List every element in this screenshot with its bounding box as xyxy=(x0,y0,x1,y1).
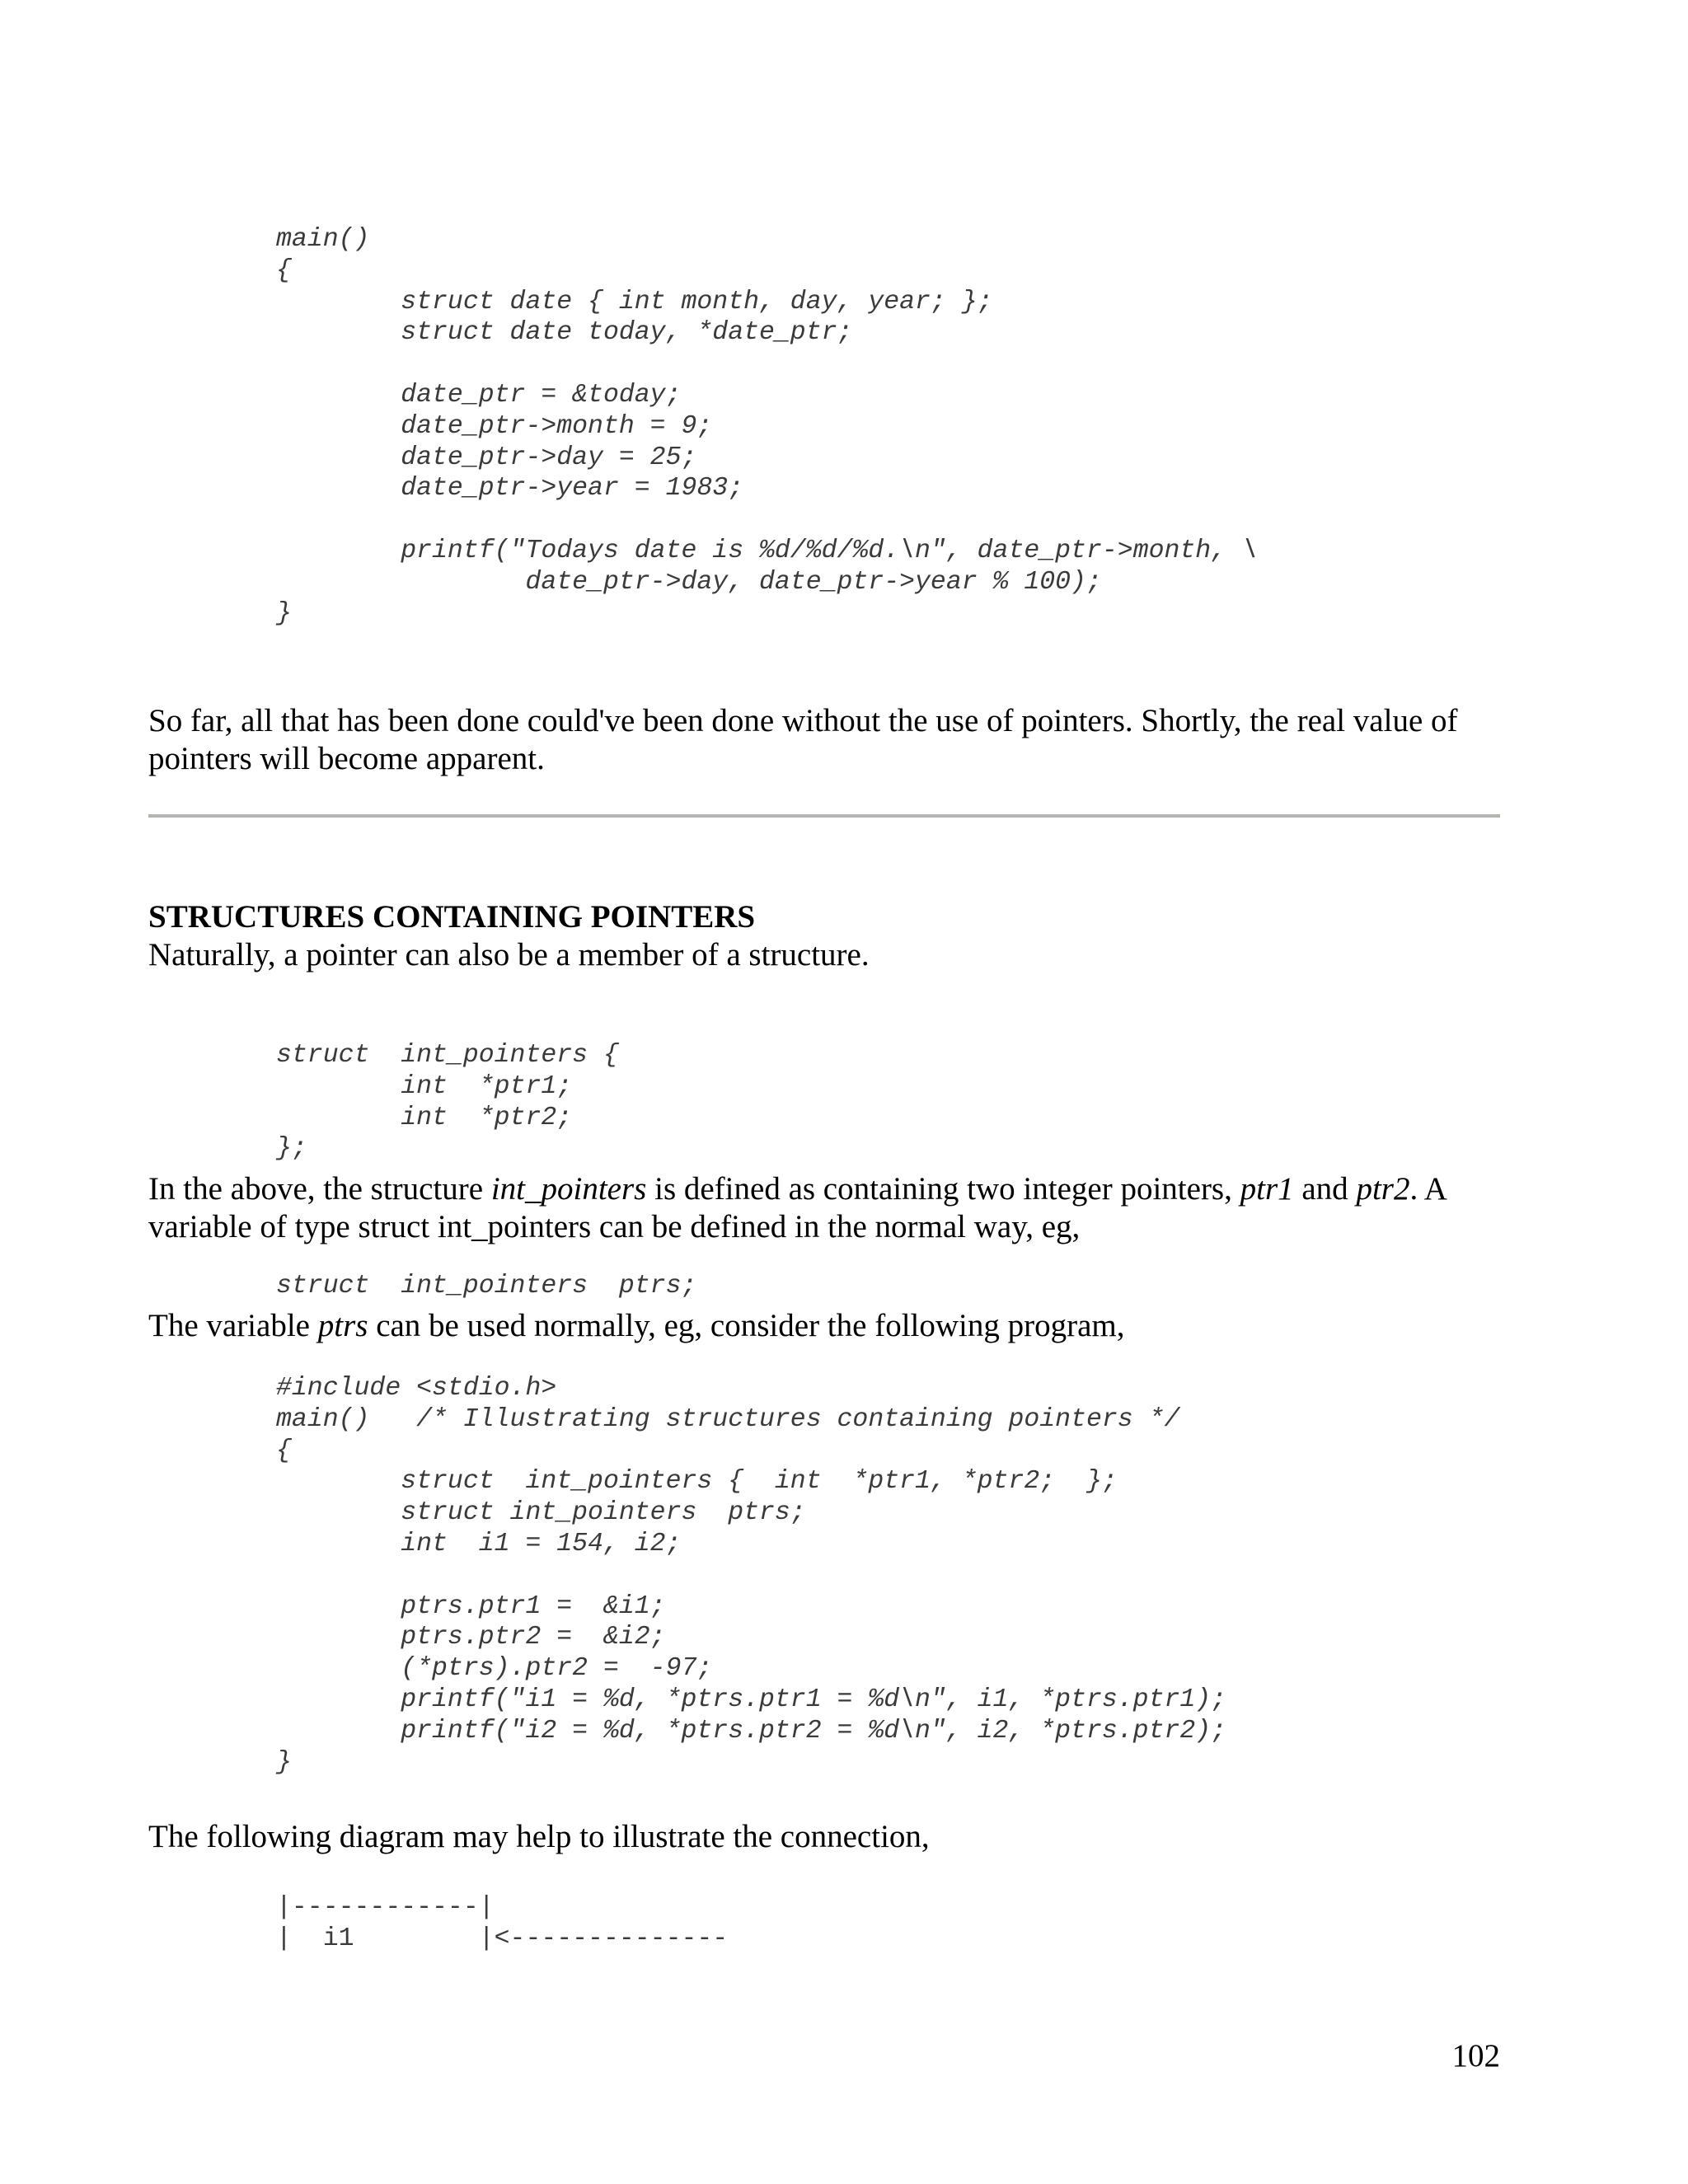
text-run: The variable xyxy=(148,1308,318,1343)
code-block-ptrs-declaration xyxy=(276,1271,696,1302)
code-block-main-date xyxy=(276,224,1258,629)
paragraph-diagram-intro: The following diagram may help to illustrate the connection, xyxy=(148,1819,930,1854)
code-line: } xyxy=(276,1747,292,1777)
code-line: (*ptrs).ptr2 = -97; xyxy=(276,1654,713,1684)
emphasis-ptr1: ptr1 xyxy=(1240,1171,1294,1207)
code-line xyxy=(276,349,1258,380)
code-line: }; xyxy=(276,1134,307,1164)
text-run: In the above, the structure xyxy=(148,1171,491,1207)
code-line xyxy=(276,504,1258,536)
code-line: main() /* Illustrating structures containing pointers */ xyxy=(276,1404,1180,1434)
code-line: int i1 = 154, i2; xyxy=(276,1529,682,1558)
code-line: date_ptr->day, date_ptr->year % 100); xyxy=(276,567,1102,597)
code-line: struct int_pointers { xyxy=(276,1041,619,1070)
code-line: { xyxy=(276,1436,292,1465)
code-line: #include <stdio.h> xyxy=(276,1374,557,1403)
code-line: ptrs.ptr1 = &i1; xyxy=(276,1591,666,1621)
text-run: can be used normally, eg, consider the following program, xyxy=(368,1308,1125,1343)
code-line: int *ptr1; xyxy=(276,1071,573,1101)
code-line: printf("Todays date is %d/%d/%d.\n", date_ptr->month, \ xyxy=(276,536,1258,565)
code-line xyxy=(276,1560,1226,1591)
code-line: date_ptr->month = 9; xyxy=(276,411,713,441)
section-heading: STRUCTURES CONTAINING POINTERS xyxy=(148,899,756,935)
page-number: 102 xyxy=(1451,2038,1500,2074)
code-line: int *ptr2; xyxy=(276,1103,573,1132)
code-line: struct int_pointers { int *ptr1, *ptr2; }; xyxy=(276,1467,1118,1497)
paragraph-pointer-member: Naturally, a pointer can also be a member of a structure. xyxy=(148,937,870,972)
horizontal-rule xyxy=(148,814,1500,818)
diagram-line: |------------| xyxy=(276,1893,495,1922)
paragraph-ptrs-usage xyxy=(148,1307,1517,1345)
code-line: date_ptr = &today; xyxy=(276,380,682,410)
code-block-struct-definition xyxy=(276,1040,619,1165)
emphasis-ptrs: ptrs xyxy=(317,1308,368,1343)
code-line: struct date today, *date_ptr; xyxy=(276,318,853,348)
text-run: . A variable of type struct int_pointers can be defined in the normal way, eg, xyxy=(148,1171,1446,1244)
code-line: struct date { int month, day, year; }; xyxy=(276,287,993,316)
ascii-diagram xyxy=(276,1892,728,1955)
text-run: and xyxy=(1293,1171,1357,1207)
code-line: struct int_pointers ptrs; xyxy=(276,1498,806,1528)
code-line: struct int_pointers ptrs; xyxy=(276,1272,697,1301)
code-line: } xyxy=(276,598,292,628)
emphasis-ptr2: ptr2 xyxy=(1356,1171,1410,1207)
paragraph-pointers-intro: So far, all that has been done could've been done without the use of pointers. Shortly, the real value of pointers will become apparent. xyxy=(148,703,1458,776)
code-block-illustrating-program xyxy=(276,1373,1226,1778)
code-line: { xyxy=(276,255,292,285)
code-line: date_ptr->day = 25; xyxy=(276,443,697,472)
code-line: ptrs.ptr2 = &i2; xyxy=(276,1623,666,1652)
code-line: main() xyxy=(276,225,370,254)
text-run: is defined as containing two integer pointers, xyxy=(646,1171,1240,1207)
code-line: printf("i2 = %d, *ptrs.ptr2 = %d\n", i2, *ptrs.ptr2); xyxy=(276,1716,1227,1746)
emphasis-int-pointers: int_pointers xyxy=(490,1171,647,1207)
code-line: date_ptr->year = 1983; xyxy=(276,474,744,504)
code-line: printf("i1 = %d, *ptrs.ptr1 = %d\n", i1, *ptrs.ptr1); xyxy=(276,1685,1227,1714)
diagram-line: | i1 |<-------------- xyxy=(276,1924,729,1953)
paragraph-struct-explanation xyxy=(148,1170,1517,1246)
